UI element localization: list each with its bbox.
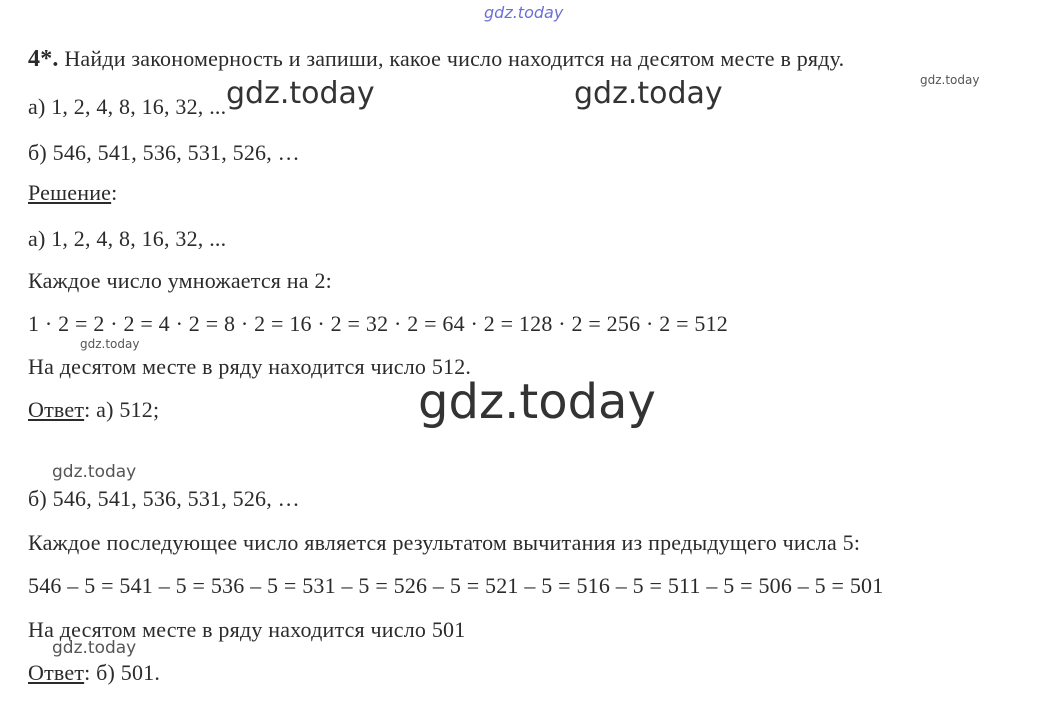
- watermark-medium-left: gdz.today: [226, 76, 375, 111]
- task-statement: [28, 46, 844, 72]
- watermark-small-left-1: gdz.today: [52, 462, 137, 482]
- solution-a-answer: [28, 397, 159, 423]
- solution-b-rule: Каждое последующее число является результатом вычитания из предыдущего числа 5:: [28, 530, 861, 555]
- solution-heading: [28, 180, 117, 206]
- watermark-large-center: gdz.today: [418, 374, 656, 430]
- task-item-b: б) 546, 541, 536, 531, 526, …: [28, 140, 300, 165]
- watermark-medium-right: gdz.today: [574, 76, 723, 111]
- solution-b-chain: 546 – 5 = 541 – 5 = 536 – 5 = 531 – 5 = 526 – 5 = 521 – 5 = 516 – 5 = 511 – 5 = 506 – 5 = 501: [28, 573, 884, 598]
- solution-a-rule: Каждое число умножается на 2:: [28, 268, 332, 293]
- solution-a-result: На десятом месте в ряду находится число 512.: [28, 354, 472, 379]
- watermark-tiny-mid-left: gdz.today: [80, 337, 140, 351]
- solution-b-repeat: б) 546, 541, 536, 531, 526, …: [28, 486, 300, 511]
- watermark-top: gdz.today: [484, 3, 564, 22]
- watermark-small-left-2: gdz.today: [52, 638, 137, 658]
- answer-b-label: Ответ: [28, 660, 85, 685]
- solution-b-answer: [28, 660, 160, 686]
- task-number: 4*.: [28, 46, 59, 72]
- solution-b-result: На десятом месте в ряду находится число 501: [28, 617, 466, 642]
- solution-a-chain: 1 · 2 = 2 · 2 = 4 · 2 = 8 · 2 = 16 · 2 = 32 · 2 = 64 · 2 = 128 · 2 = 256 · 2 = 512: [28, 311, 729, 336]
- solution-heading-colon: :: [111, 180, 118, 205]
- solution-a-repeat: а) 1, 2, 4, 8, 16, 32, ...: [28, 226, 227, 251]
- answer-a-value: : а) 512;: [84, 397, 160, 422]
- task-question: Найди закономерность и запиши, какое число находится на десятом месте в ряду.: [64, 46, 845, 71]
- answer-a-label: Ответ: [28, 397, 85, 422]
- solution-heading-label: Решение: [28, 180, 112, 205]
- watermark-small-right: gdz.today: [920, 73, 980, 87]
- answer-b-value: : б) 501.: [84, 660, 161, 685]
- task-item-a: а) 1, 2, 4, 8, 16, 32, ...: [28, 94, 227, 119]
